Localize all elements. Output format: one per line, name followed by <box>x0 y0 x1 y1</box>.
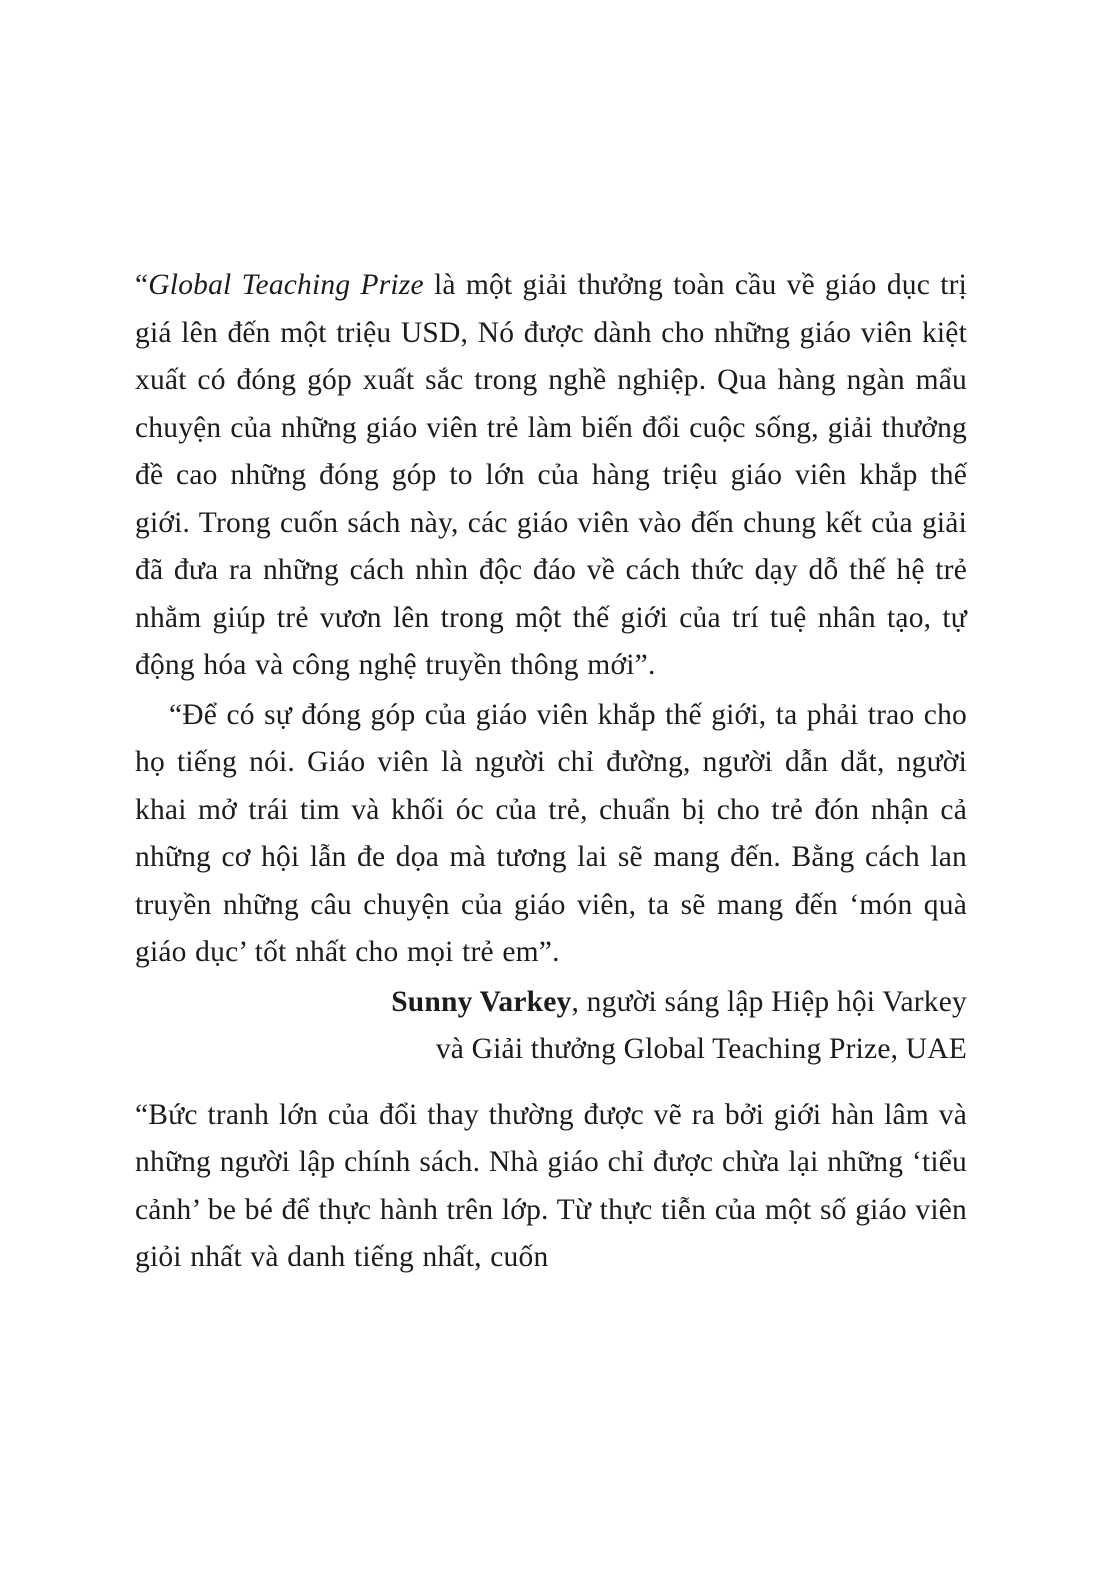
attribution-line-1 <box>135 979 967 1027</box>
paragraph-3-text: “Bức tranh lớn của đổi thay thường được vẽ ra bởi giới hàn lâm và những người lập chính sách. Nhà giáo chỉ được chừa lại những ‘tiểu cảnh’ be bé để thực hành trên lớp. Từ thực tiễn của một số giáo viên giỏi nhất và danh tiếng nhất, cuốn <box>135 1098 967 1273</box>
paragraph-quote-3 <box>135 1092 967 1282</box>
paragraph-1-text: là một giải thưởng toàn cầu về giáo dục trị giá lên đến một triệu USD, Nó được dành cho những giáo viên kiệt xuất có đóng góp xuất sắc trong nghề nghiệp. Qua hàng ngàn mẩu chuyện của những giáo viên trẻ làm biến đổi cuộc sống, giải thưởng đề cao những đóng góp to lớn của hàng triệu giáo viên khắp thế giới. Trong cuốn sách này, các giáo viên vào đến chung kết của giải đã đưa ra những cách nhìn độc đáo về cách thức dạy dỗ thế hệ trẻ nhằm giúp trẻ vươn lên trong một thế giới của trí tuệ nhân tạo, tự động hóa và công nghệ truyền thông mới”. <box>135 269 968 681</box>
paragraph-quote-1 <box>135 262 967 690</box>
text-block <box>135 262 967 1284</box>
italic-book-title: Global Teaching Prize <box>148 269 424 301</box>
attribution-role: , người sáng lập Hiệp hội Varkey <box>571 985 967 1018</box>
open-quote: “ <box>135 269 149 301</box>
attribution-line-2 <box>135 1026 967 1074</box>
attribution-name: Sunny Varkey <box>391 985 572 1018</box>
paragraph-2-text: “Để có sự đóng góp của giáo viên khắp thế giới, ta phải trao cho họ tiếng nói. Giáo viên là người chỉ đường, người dẫn dắt, người khai mở trái tim và khối óc của trẻ, chuẩn bị cho trẻ đón nhận cả những cơ hội lẫn đe dọa mà tương lai sẽ mang đến. Bằng cách lan truyền những câu chuyện của giáo viên, ta sẽ mang đến ‘món quà giáo dục’ tốt nhất cho mọi trẻ em”. <box>135 698 967 968</box>
attribution-org: và Giải thưởng Global Teaching Prize, UAE <box>435 1033 967 1065</box>
paragraph-quote-2 <box>135 692 967 977</box>
